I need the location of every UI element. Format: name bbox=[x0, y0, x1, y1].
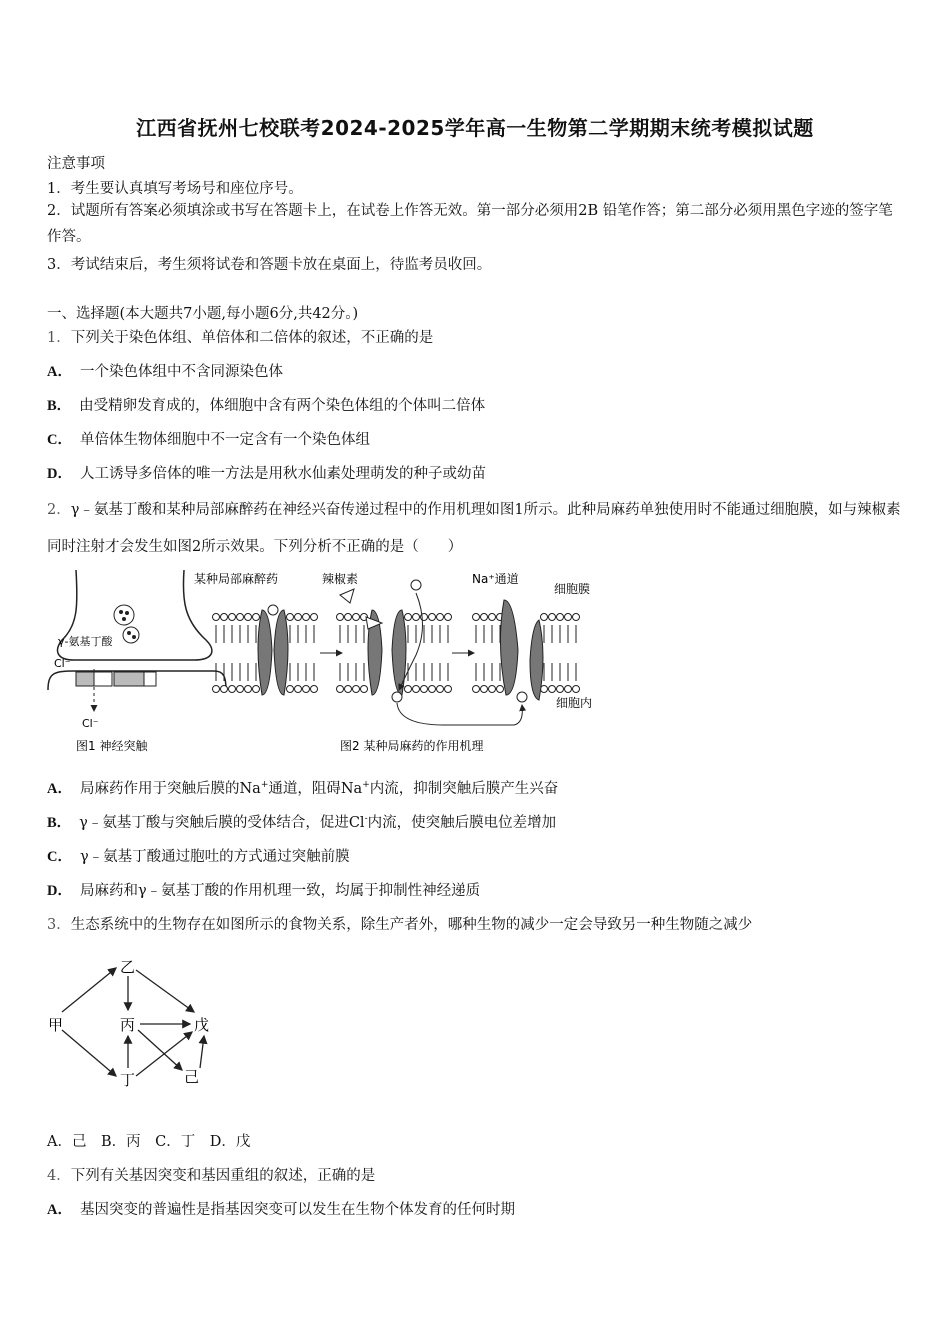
notice-item: 1．考生要认真填写考场号和座位序号。 bbox=[47, 181, 303, 197]
q2-option-a: A． 局麻药作用于突触后膜的Na+通道，阻碍Na+内流，抑制突触后膜产生兴奋 bbox=[47, 780, 559, 797]
capsaicin-label: 辣椒素 bbox=[322, 572, 359, 586]
node-bing: 丙 bbox=[120, 1016, 136, 1034]
question-3-stem: 3．生态系统中的生物存在如图所示的食物关系，除生产者外，哪种生物的减少一定会导致另一种生物随之减少 bbox=[47, 917, 753, 933]
q1-option-b: B． 由受精卵发育成的，体细胞中含有两个染色体组的个体叫二倍体 bbox=[47, 398, 486, 414]
question-1-stem: 1．下列关于染色体组、单倍体和二倍体的叙述，不正确的是 bbox=[47, 330, 434, 346]
node-jia: 甲 bbox=[48, 1016, 64, 1034]
q3-options: A．己 B．丙 C．丁 D．戊 bbox=[47, 1134, 251, 1150]
q2-option-d: D． 局麻药和γ﹣氨基丁酸的作用机理一致，均属于抑制性神经递质 bbox=[47, 883, 481, 899]
fig2-caption: 图2 某种局麻药的作用机理 bbox=[340, 739, 484, 753]
q4-option-a: A． 基因突变的普遍性是指基因突变可以发生在生物个体发育的任何时期 bbox=[47, 1202, 515, 1218]
section-heading: 一、选择题(本大题共7小题,每小题6分,共42分。) bbox=[47, 306, 359, 322]
notice-item: 2．试题所有答案必须填涂或书写在答题卡上，在试卷上作答无效。第一部分必须用2B 铅笔作答；第二部分必须用黑色字迹的签字笔作答。 bbox=[47, 203, 893, 245]
question-4-stem: 4．下列有关基因突变和基因重组的叙述，正确的是 bbox=[47, 1168, 376, 1184]
node-ding: 丁 bbox=[120, 1071, 136, 1089]
q1-option-c: C． 单倍体生物体细胞中不一定含有一个染色体组 bbox=[47, 432, 370, 448]
q1-option-a: A． 一个染色体组中不含同源染色体 bbox=[47, 364, 283, 380]
fig1-caption: 图1 神经突触 bbox=[76, 739, 148, 753]
q2-option-c: C． γ﹣氨基丁酸通过胞吐的方式通过突触前膜 bbox=[47, 849, 350, 865]
q2-option-b: B． γ﹣氨基丁酸与突触后膜的受体结合，促进Cl-内流，使突触后膜电位差增加 bbox=[47, 814, 557, 831]
q1-option-d: D． 人工诱导多倍体的唯一方法是用秋水仙素处理萌发的种子或幼苗 bbox=[47, 466, 486, 482]
synapse-figure bbox=[48, 570, 226, 753]
food-web-diagram bbox=[44, 950, 224, 1090]
notice-item: 3．考试结束后，考生须将试卷和答题卡放在桌面上，待监考员收回。 bbox=[47, 257, 492, 273]
cl-bottom-label: Cl⁻ bbox=[82, 717, 99, 730]
question-2-stem: 2．γ﹣氨基丁酸和某种局部麻醉药在神经兴奋传递过程中的作用机理如图1所示。此种局麻药单独使用时不能通过细胞膜，如与辣椒素同时注射才会发生如图2所示效果。下列分析不正确的是（ ） bbox=[47, 502, 901, 555]
na-channel-label: Na⁺通道 bbox=[472, 572, 519, 586]
anesthetic-label: 某种局部麻醉药 bbox=[194, 572, 279, 586]
gaba-label: γ-氨基丁酸 bbox=[58, 635, 113, 648]
membrane-label: 细胞膜 bbox=[554, 582, 591, 596]
page-title: 江西省抚州七校联考2024-2025学年高一生物第二学期期末统考模拟试题 bbox=[136, 116, 814, 140]
node-ji: 己 bbox=[184, 1068, 200, 1086]
notice-heading: 注意事项 bbox=[47, 156, 105, 172]
node-wu: 戊 bbox=[194, 1016, 210, 1034]
figure-2-diagram bbox=[44, 565, 614, 760]
node-yi: 乙 bbox=[120, 958, 136, 976]
inside-label: 细胞内 bbox=[556, 696, 593, 710]
cl-top-label: Cl⁻ bbox=[54, 657, 71, 670]
